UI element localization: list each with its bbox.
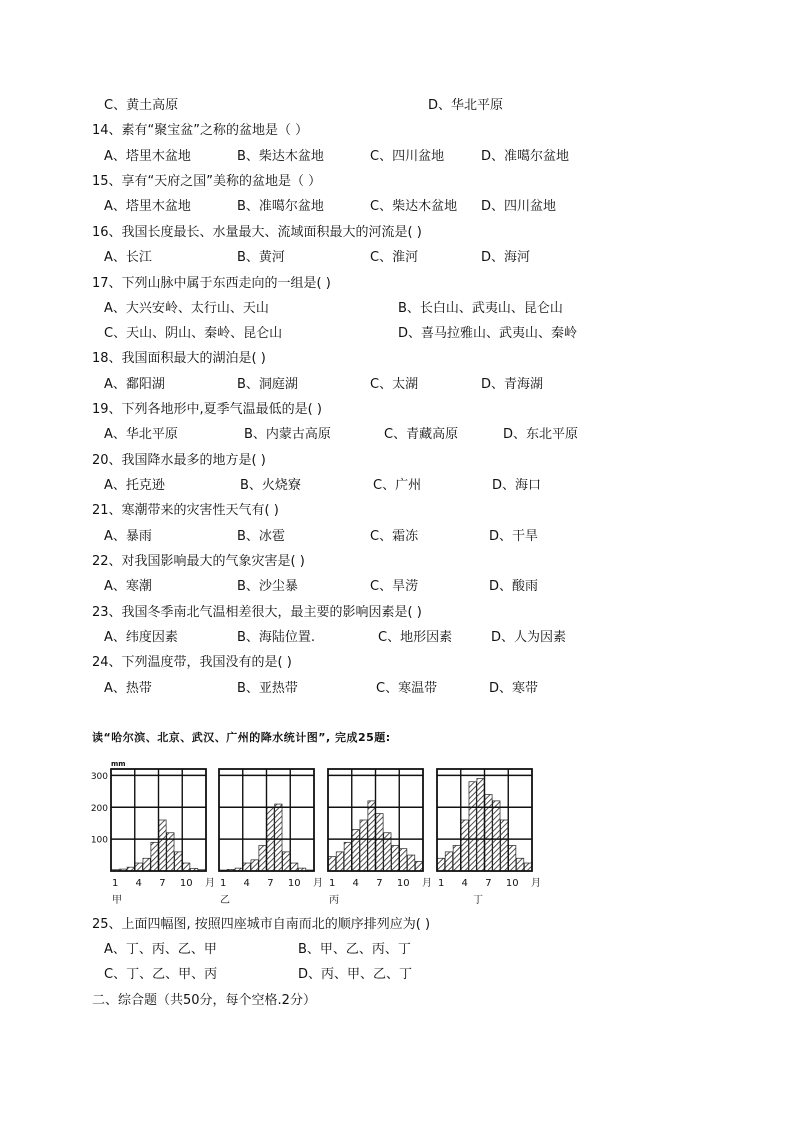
q22-option-b: B、沙尘暴 [237,579,298,594]
bar-丙-4 [352,830,359,871]
bar-丙-3 [344,842,351,871]
q16-option-b: B、黄河 [237,250,285,265]
bar-甲-6 [151,842,158,871]
x-tick-label: 7 [376,878,383,889]
q21-option-d: D、干旱 [489,529,539,544]
q21-option-a: A、暴雨 [104,529,152,544]
q15-option-c: C、柴达木盆地 [370,199,458,214]
q14-option-c: C、四川盆地 [370,149,445,164]
bar-丁-8 [493,801,500,871]
bar-甲-5 [143,858,150,871]
bar-丙-11 [407,855,414,871]
bar-丙-10 [400,849,407,871]
bar-丁-2 [445,852,452,871]
bar-丙-2 [336,852,343,871]
q15-stem: 15、享有“天府之国”美称的盆地是（ ） [92,174,322,189]
chart-label-甲: 甲 [112,895,122,906]
q15-option-d: D、四川盆地 [481,199,557,214]
q19-option-a: A、华北平原 [104,427,178,442]
bar-乙-10 [291,863,298,871]
chart-label-丁: 丁 [473,895,483,906]
bar-乙-8 [275,804,282,871]
q15-option-a: A、塔里木盆地 [104,199,191,214]
q22-option-d: D、酸雨 [489,579,539,594]
q23-option-b: B、海陆位置. [237,630,316,645]
q18-option-d: D、青海湖 [481,377,544,392]
q14-option-b: B、柴达木盆地 [237,149,324,164]
q18-option-b: B、洞庭湖 [237,377,298,392]
q17-option-a: A、大兴安岭、太行山、天山 [104,301,269,316]
bar-乙-5 [251,860,258,871]
chart-label-丙: 丙 [329,895,339,906]
q19-stem: 19、下列各地形中,夏季气温最低的是( ) [92,402,322,417]
q25-option-c: C、丁、乙、甲、丙 [104,967,218,982]
q19-option-c: C、青藏高原 [384,427,459,442]
q25-option-d: D、丙、甲、乙、丁 [298,967,413,982]
bar-甲-4 [135,863,142,871]
x-tick-label: 1 [329,878,336,889]
bar-丙-9 [392,846,399,872]
x-tick-label: 10 [179,878,193,889]
q14-option-a: A、塔里木盆地 [104,149,191,164]
q19-option-d: D、东北平原 [503,427,579,442]
q21-option-c: C、霜冻 [370,529,419,544]
q19-option-b: B、内蒙古高原 [244,427,331,442]
q25-option-a: A、丁、丙、乙、甲 [104,942,217,957]
x-tick-label: 1 [112,878,119,889]
q21-option-b: B、冰雹 [237,529,285,544]
x-tick-label: 1 [220,878,227,889]
bar-乙-4 [243,863,250,871]
q21-stem: 21、寒潮带来的灾害性天气有( ) [92,503,279,518]
q20-option-c: C、广州 [373,478,422,493]
chart-caption: 读“哈尔滨、北京、武汉、广州的降水统计图”, 完成25题: [92,731,391,744]
y-tick-label: 200 [90,803,108,814]
q22-option-c: C、旱涝 [370,579,419,594]
q20-option-b: B、火烧寮 [240,478,301,493]
x-tick-label: 月 [313,878,323,889]
bar-丙-6 [368,801,375,871]
q17-option-b: B、长白山、武夷山、昆仑山 [398,301,563,316]
q18-stem: 18、我国面积最大的湖泊是( ) [92,351,266,366]
q24-stem: 24、下列温度带，我国没有的是( ) [92,655,292,670]
q16-option-a: A、长江 [104,250,152,265]
bar-甲-7 [159,820,166,871]
x-tick-label: 4 [352,878,359,889]
q16-option-c: C、淮河 [370,250,419,265]
q22-stem: 22、对我国影响最大的气象灾害是( ) [92,554,305,569]
x-tick-label: 4 [243,878,250,889]
q22-option-a: A、寒潮 [104,579,152,594]
bar-丁-5 [469,782,476,871]
x-tick-label: 4 [135,878,142,889]
q20-stem: 20、我国降水最多的地方是( ) [92,453,266,468]
q25-stem: 25、上面四幅图, 按照四座城市自南而北的顺序排列应为( ) [92,917,431,932]
bar-乙-6 [259,846,266,872]
x-tick-label: 月 [422,878,432,889]
section-2-title: 二、综合题（共50分，每个空格.2分） [92,993,316,1008]
bar-丁-3 [453,846,460,872]
q17-option-d: D、喜马拉雅山、武夷山、秦岭 [398,326,578,341]
q13-option-c: C、黄土高原 [104,98,179,113]
q16-stem: 16、我国长度最长、水量最大、流域面积最大的河流是( ) [92,225,422,240]
bar-丁-9 [501,820,508,871]
q20-option-d: D、海口 [492,478,542,493]
x-tick-label: 4 [461,878,468,889]
bar-丙-1 [328,857,335,871]
q23-option-a: A、纬度因素 [104,630,178,645]
q23-stem: 23、我国冬季南北气温相差很大，最主要的影响因素是( ) [92,605,422,620]
q13-option-d: D、华北平原 [428,98,504,113]
bar-丁-6 [477,779,484,871]
bar-乙-9 [283,852,290,871]
bar-丙-7 [376,814,383,871]
y-tick-label: 300 [90,771,108,782]
q24-option-d: D、寒带 [489,681,539,696]
x-tick-label: 7 [159,878,166,889]
x-tick-label: 7 [485,878,492,889]
q25-option-b: B、甲、乙、丙、丁 [298,942,411,957]
q16-option-d: D、海河 [481,250,531,265]
x-tick-label: 月 [205,878,215,889]
x-tick-label: 10 [396,878,410,889]
bar-丁-7 [485,795,492,872]
bar-丁-11 [516,858,523,871]
bar-丁-10 [509,846,516,872]
bar-丁-4 [461,820,468,871]
x-tick-label: 月 [531,878,541,889]
q24-option-a: A、热带 [104,681,152,696]
x-tick-label: 10 [287,878,301,889]
q24-option-b: B、亚热带 [237,681,298,696]
x-tick-label: 7 [267,878,274,889]
q15-option-b: B、准噶尔盆地 [237,199,324,214]
bar-甲-10 [183,863,190,871]
bar-甲-9 [175,852,182,871]
bar-丙-5 [360,820,367,871]
q14-stem: 14、素有“聚宝盆”之称的盆地是（ ） [92,123,309,138]
q14-option-d: D、准噶尔盆地 [481,149,570,164]
q23-option-d: D、人为因素 [491,630,567,645]
q17-stem: 17、下列山脉中属于东西走向的一组是( ) [92,276,331,291]
y-unit-label: mm [111,760,126,768]
x-tick-label: 10 [505,878,519,889]
q17-option-c: C、天山、阴山、秦岭、昆仑山 [104,326,283,341]
x-tick-label: 1 [438,878,445,889]
q24-option-c: C、寒温带 [376,681,438,696]
q18-option-a: A、鄱阳湖 [104,377,165,392]
bar-丁-12 [524,863,531,871]
q18-option-c: C、太湖 [370,377,419,392]
q20-option-a: A、托克逊 [104,478,165,493]
y-tick-label: 100 [90,835,108,846]
bar-丙-12 [415,861,422,871]
bar-丁-1 [437,858,444,871]
q23-option-c: C、地形因素 [378,630,453,645]
chart-label-乙: 乙 [220,895,230,906]
